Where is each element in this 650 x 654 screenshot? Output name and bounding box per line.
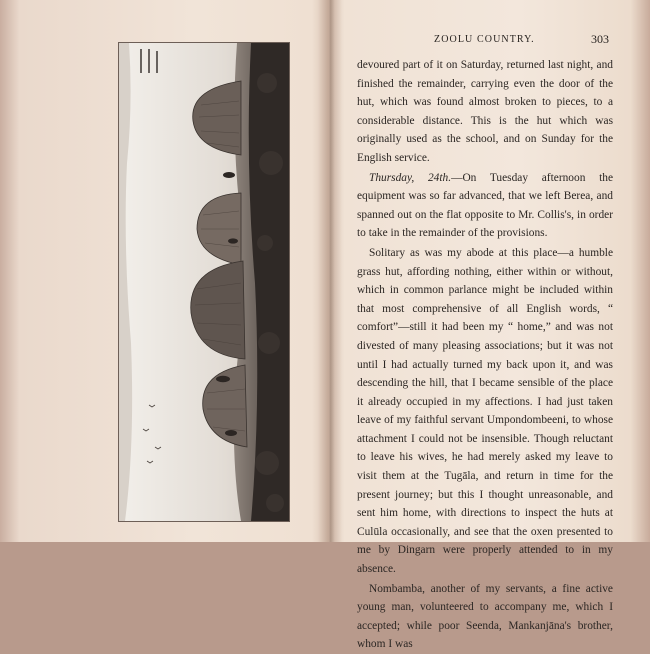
gutter xyxy=(318,0,342,542)
paragraph-1 xyxy=(357,56,613,168)
body-text xyxy=(357,56,613,654)
paragraph-3-text: Solitary as was my abode at this place—a humble grass hut, affording nothing, either within or without, which in common parlance might be included within that most comprehensive of all English words, “ comfort”—still it had been my “ home,” and was not divested of many pleasing associations; but it was not until I had actually turned my back upon it, and was descending the hill, that I became sensible of the place it already occupied in my affections. I had just taken leave of my faithful servant Umpondombeeni, to whose attachment I could not be insensible. Though reluctant to leave his wives, he had merely asked my leave to visit them at the Tugāla, and return in time for the present journey; but this I thought unreasonable, and sent him home, with directions to inspect the huts at Culūla occasionally, and see that the oxen presented to me by Dingarn were properly attended to in my absence. xyxy=(357,246,613,576)
paragraph-4 xyxy=(357,580,613,654)
paragraph-2 xyxy=(357,169,613,243)
paragraph-2-date: Thursday, 24th. xyxy=(369,171,452,184)
village-huts-illustration xyxy=(119,43,289,521)
paragraph-2-text: —On Tuesday afternoon the equipment was so far advanced, that we left Berea, and spanned out on the flat opposite to Mr. Collis's, in order to take in the remainder of the provisions. xyxy=(357,171,614,240)
plate-caption xyxy=(294,270,302,330)
paragraph-3 xyxy=(357,244,613,579)
left-page xyxy=(0,0,328,542)
engraved-plate xyxy=(118,42,290,522)
paragraph-4-text: Nombamba, another of my servants, a fine active young man, volunteered to accompany me, which I accepted; while poor Seenda, Mankanjāna's brother, whom I was xyxy=(357,582,613,651)
running-head: ZOOLU COUNTRY. xyxy=(434,34,535,45)
page-number: 303 xyxy=(591,32,609,46)
paragraph-1-text: devoured part of it on Saturday, returned last night, and finished the remainder, carrying even the door of the hut, which was found almost broken to pieces, to a considerable distance. This is the hut which was originally used as the school, and on Sunday for the English service. xyxy=(357,59,613,164)
